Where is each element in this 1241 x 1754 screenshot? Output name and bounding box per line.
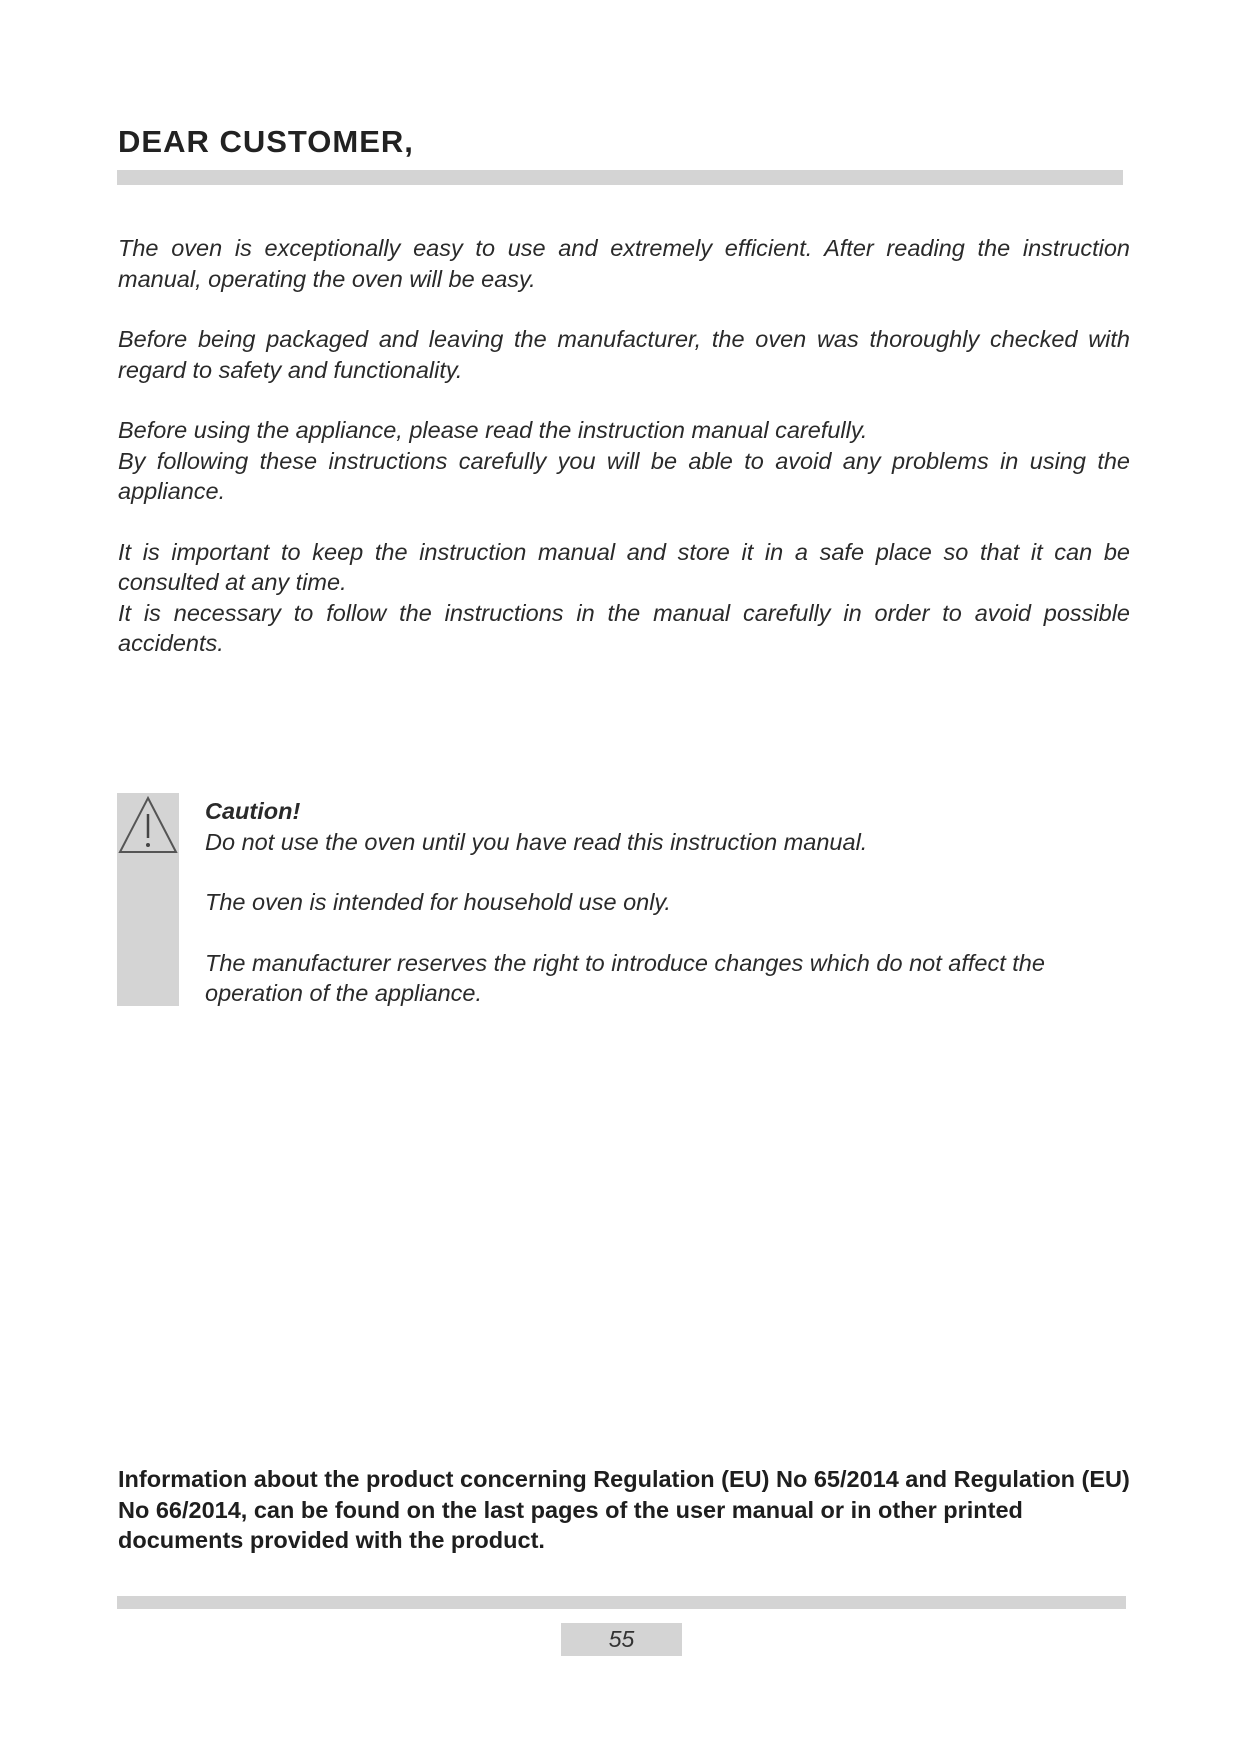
intro-section — [118, 233, 1130, 689]
footer-divider — [117, 1596, 1126, 1609]
header-divider — [117, 170, 1123, 185]
regulation-notice: Information about the product concerning Regulation (EU) No 65/2014 and Regulation (EU) No 66/2014, can be found on the last pages of the user manual or in other printed documents provided with the product. — [118, 1466, 1130, 1553]
caution-line-3: The manufacturer reserves the right to introduce changes which do not affect the operation of the appliance. — [205, 949, 1045, 1006]
page-heading: DEAR CUSTOMER, — [118, 124, 414, 159]
intro-paragraph-3a: Before using the appliance, please read the instruction manual carefully. — [118, 417, 868, 443]
intro-paragraph-4a: It is important to keep the instruction manual and store it in a safe place so that it can be consulted at any time. — [118, 538, 1130, 595]
intro-paragraph-3b: By following these instructions carefully you will be able to avoid any problems in using the appliance. — [118, 447, 1130, 504]
caution-section — [205, 796, 1125, 1039]
page-number: 55 — [561, 1623, 682, 1656]
intro-paragraph-1: The oven is exceptionally easy to use and extremely efficient. After reading the instruction manual, operating the oven will be easy. — [118, 235, 1130, 292]
intro-paragraph-4b: It is necessary to follow the instructions in the manual carefully in order to avoid possible accidents. — [118, 599, 1130, 656]
intro-paragraph-2: Before being packaged and leaving the manufacturer, the oven was thoroughly checked with regard to safety and functionality. — [118, 326, 1130, 383]
caution-title: Caution! — [205, 798, 301, 824]
warning-icon — [117, 794, 179, 854]
caution-line-1: Do not use the oven until you have read this instruction manual. — [205, 828, 868, 855]
caution-line-2: The oven is intended for household use only. — [205, 889, 671, 915]
